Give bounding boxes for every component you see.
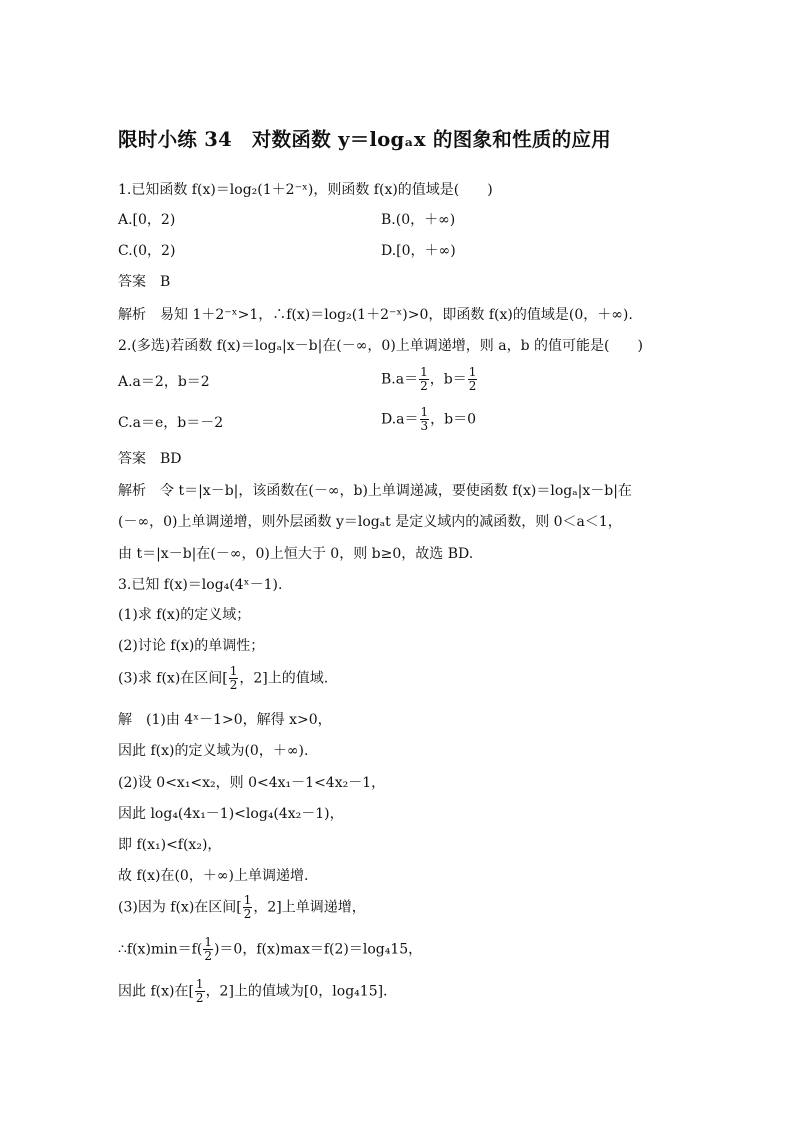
fraction-one-half: [243, 894, 253, 921]
q2-option-a: A.a＝2，b＝2: [118, 374, 210, 390]
q2-analysis-line-2: (－∞，0)上单调递增，则外层函数 y＝logₐt 是定义域内的减函数，则 0＜a＜1，: [118, 514, 622, 530]
fraction-one-half: [229, 665, 239, 692]
fraction-denominator: 2: [229, 678, 238, 692]
q2-option-b-mid: ，b＝: [429, 371, 467, 388]
q1-option-c: C.(0，2): [118, 243, 176, 259]
fraction-numerator: 1: [229, 664, 238, 678]
q3-solution-7-prefix: (3)因为 f(x)在区间[: [118, 899, 242, 916]
q2-option-b: [381, 366, 478, 393]
q3-solution-7-suffix: ，2]上单调递增，: [253, 899, 366, 916]
q1-option-b: B.(0，＋∞): [381, 212, 456, 228]
q2-option-b-prefix: B.a＝: [381, 371, 419, 388]
fraction-numerator: 1: [195, 977, 204, 991]
q3-solution-8-prefix: ∴f(x)min＝f(: [118, 941, 203, 958]
page-title: 限时小练 34 对数函数 y＝logₐx 的图象和性质的应用: [118, 128, 612, 151]
q1-answer: 答案 B: [118, 274, 171, 290]
q3-part-2: (2)讨论 f(x)的单调性；: [118, 638, 265, 654]
q3-solution-4: 因此 log₄(4x₁－1)<log₄(4x₂－1)，: [118, 806, 344, 822]
q3-solution-2: 因此 f(x)的定义域为(0，＋∞).: [118, 743, 309, 759]
fraction-one-half: [195, 978, 205, 1005]
q2-stem: 2.(多选)若函数 f(x)＝logₐ|x－b|在(－∞，0)上单调递增，则 a，b 的值可能是( ): [118, 338, 643, 354]
fraction-numerator: 1: [204, 935, 212, 949]
fraction-denominator: 2: [420, 379, 428, 393]
fraction-one-half: [203, 936, 213, 963]
fraction-denominator: 2: [243, 907, 252, 921]
q3-solution-3: (2)设 0<x₁<x₂，则 0<4x₁－1<4x₂－1，: [118, 775, 386, 791]
fraction-numerator: 1: [420, 405, 429, 419]
fraction-one-half: [419, 366, 429, 393]
q2-answer: 答案 BD: [118, 451, 182, 467]
fraction-denominator: 2: [195, 991, 204, 1005]
q1-option-d: D.[0，＋∞): [381, 243, 456, 259]
fraction-one-half: [468, 366, 478, 393]
q2-analysis-line-3: 由 t＝|x－b|在(－∞，0)上恒大于 0，则 b≥0，故选 BD.: [118, 546, 474, 562]
q3-solution-8: [118, 936, 422, 963]
fraction-numerator: 1: [420, 365, 428, 379]
q3-solution-9-prefix: 因此 f(x)在[: [118, 983, 194, 1000]
q3-part-3-suffix: ，2]上的值域.: [239, 670, 329, 687]
q2-option-d-prefix: D.a＝: [381, 411, 419, 428]
q3-part-1: (1)求 f(x)的定义域；: [118, 607, 251, 623]
q2-option-d-suffix: ，b＝0: [430, 411, 477, 428]
q1-option-a: A.[0，2): [118, 212, 176, 228]
q3-solution-9: [118, 978, 388, 1005]
fraction-numerator: 1: [468, 365, 477, 379]
fraction-denominator: 2: [468, 379, 477, 393]
q3-solution-9-suffix: ，2]上的值域为[0，log₄15].: [205, 983, 388, 1000]
q3-solution-7: [118, 894, 366, 921]
q3-part-3: [118, 665, 328, 692]
fraction-numerator: 1: [243, 893, 252, 907]
q1-analysis: 解析 易知 1＋2⁻ˣ>1，∴f(x)＝log₂(1＋2⁻ˣ)>0，即函数 f(x)的值域是(0，＋∞).: [118, 307, 633, 323]
q3-stem: 3.已知 f(x)＝log₄(4ˣ－1).: [118, 577, 283, 593]
fraction-denominator: 3: [420, 419, 429, 433]
q2-option-d: [381, 406, 476, 433]
q3-solution-1: 解 (1)由 4ˣ－1>0，解得 x>0，: [118, 712, 332, 728]
q3-solution-5: 即 f(x₁)<f(x₂)，: [118, 837, 222, 853]
q2-analysis-line-1: 解析 令 t＝|x－b|，该函数在(－∞，b)上单调递减，要使函数 f(x)＝logₐ|x－b|在: [118, 483, 632, 499]
q3-solution-6: 故 f(x)在(0，＋∞)上单调递增.: [118, 868, 309, 884]
fraction-denominator: 2: [204, 949, 212, 963]
fraction-one-third: [420, 406, 430, 433]
q3-solution-8-suffix: )＝0，f(x)max＝f(2)＝log₄15，: [213, 941, 423, 958]
q1-stem: 1.已知函数 f(x)＝log₂(1＋2⁻ˣ)，则函数 f(x)的值域是( ): [118, 182, 493, 198]
q2-option-c: C.a＝e，b＝－2: [118, 415, 224, 431]
q3-part-3-prefix: (3)求 f(x)在区间[: [118, 670, 228, 687]
